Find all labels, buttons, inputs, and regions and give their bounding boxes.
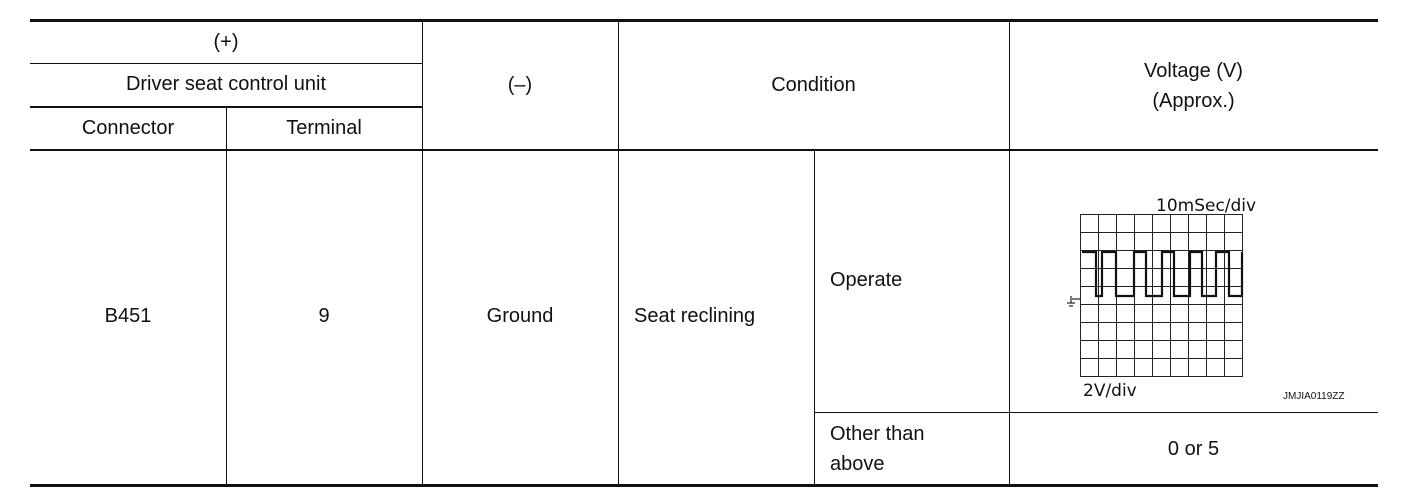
header-bottom-border	[30, 149, 1378, 151]
header-plus: (+)	[213, 31, 239, 53]
header-minus: (–)	[507, 74, 533, 96]
table-top-border	[30, 19, 1378, 22]
cell-connector: B451	[104, 305, 152, 327]
header-voltage-line2: (Approx.)	[1152, 90, 1235, 112]
cell-voltage-other: 0 or 5	[1167, 438, 1220, 460]
table-bottom-border	[30, 484, 1378, 487]
header-connector: Connector	[81, 117, 175, 139]
cell-subcondition-operate: Operate	[830, 269, 903, 291]
divider-subcondition	[814, 412, 1378, 413]
scope-time-div: 10mSec/div	[1156, 196, 1257, 216]
col-divider-condition	[814, 150, 815, 485]
terminal-table	[30, 0, 1378, 494]
col-divider-connector	[226, 107, 227, 485]
cell-subcondition-other-line1: Other than	[830, 423, 925, 445]
header-terminal: Terminal	[286, 117, 362, 139]
square-wave-trace	[1082, 252, 1242, 296]
cell-minus: Ground	[486, 305, 554, 327]
header-condition: Condition	[771, 74, 856, 96]
divider-plus	[30, 63, 422, 64]
cell-condition: Seat reclining	[634, 305, 756, 327]
figure-id: JMJIA0119ZZ	[1283, 391, 1345, 402]
oscilloscope-waveform	[1056, 190, 1356, 402]
cell-subcondition-other-line2: above	[830, 453, 885, 475]
cell-terminal: 9	[318, 305, 330, 327]
scope-volt-div: 2V/div	[1083, 381, 1137, 401]
ground-marker-icon	[1067, 296, 1080, 306]
header-unit: Driver seat control unit	[125, 73, 327, 95]
header-voltage-line1: Voltage (V)	[1144, 60, 1243, 82]
